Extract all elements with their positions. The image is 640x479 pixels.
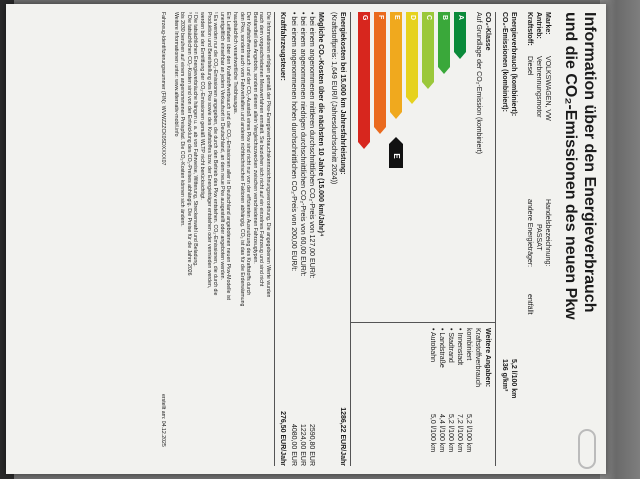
footnote-line: den Pkw, sondern auch vom Fahrverhalten und anderen nichttechnischen Faktoren abhängig. CO₂ ist das für die Erderwärmung (238, 12, 245, 307)
vehicle-label-tradename: Handelsbezeichnung: (544, 199, 551, 267)
energy-cost-label: Energiekosten bei 15.000 km Jahresfahrleistung: (339, 12, 346, 175)
co2-class-bar-b: B (438, 12, 450, 67)
co2-class-bar-d: D (406, 12, 418, 97)
paper-clip (578, 429, 596, 469)
more-row-value: 5,0 l/100 km (429, 414, 436, 453)
vehicle-label-fuel: Kraftstoff: (526, 12, 533, 46)
vin-number: Fahrzeug-Identifizierungsnummer (FIN): WVWZZZCK0SDXXXX07 (160, 12, 166, 166)
more-fuel-sub: kombiniert (465, 328, 472, 361)
co2-emission-label: CO₂-Emissionen (kombiniert): (501, 12, 508, 112)
co2-cost-row-value: 1224,00 EUR (299, 423, 306, 466)
footnote-line: Die Informationen erfolgen gemäß der Pkw-Energieverbrauchskennzeichnungsverordnung. Die angegebenen Werte wurden (265, 12, 271, 298)
vehicle-value-model: PASSAT (535, 224, 542, 251)
vehicle-label-other-energy: andere Energieträger: (526, 199, 533, 268)
more-row-label: • Stadtrand (447, 328, 454, 363)
vehicle-value-brand: VOLKSWAGEN, VW (544, 56, 551, 121)
footnote-line: ³ Die tatsächlichen CO₂-Kosten sind von der Entwicklung des CO₂-Preises abhängig. Die Preise für die Jahre 2026 (185, 12, 192, 276)
co2-class-subheading: Auf Grundlage der CO₂-Emission (kombiniert) (475, 12, 482, 154)
energy-cost-value: 1286,22 EUR/Jahr (339, 407, 346, 466)
co2-cost-row-label: • bei einem angenommenen mittleren durchschnittlichen CO₂-Preis von 127,00 EUR/t: (308, 12, 315, 279)
more-row-label: • Landstraße (438, 328, 445, 368)
more-row-label: • Innenstadt (456, 328, 463, 366)
vehicle-value-fuel: Diesel (526, 56, 533, 76)
vehicle-label-drive: Antrieb: (535, 12, 542, 39)
footnote-line: werden bei der Ermittlung der CO₂-Emissionen gemäß WLTP nicht berücksichtigt. (199, 12, 205, 200)
footnote-line: ¹ Es werden nur die CO₂-Emissionen angegeben, die durch den Betrieb des Pkw entstehen. CO₂-Emissionen, die durch die (212, 12, 219, 296)
footnote-line: unentgeltlich einsehbar an jedem Verkaufsort in Deutschland, an dem neue Pkw ausgestellt oder angeboten werden. (218, 12, 225, 280)
divider-top (495, 12, 496, 466)
co2-class-bar-g: G (358, 12, 370, 142)
more-row-value: 4,4 l/100 km (438, 414, 445, 453)
co2-class-bar-f: F (374, 12, 386, 127)
co2-cost-row-label: • bei einem angenommenen hohen durchschnittlichen CO₂-Preis von 200,00 EUR/t: (290, 12, 297, 272)
divider-bottom (274, 12, 275, 466)
divider-middle (350, 12, 351, 466)
label-content (6, 4, 606, 474)
more-heading: Weitere Angaben: (484, 328, 491, 388)
co2-class-current-marker: E (389, 144, 403, 168)
more-fuel-title: Kraftstoffverbrauch (474, 328, 481, 388)
title-line-1: Information über den Energieverbrauch (581, 12, 598, 313)
co2-cost-row-label: • bei einem angenommenen niedrigen durchschnittlichen CO₂-Preis von 60,00 EUR/t: (299, 12, 306, 277)
footnote-line: nach dem vorgeschriebenen Messverfahren ermittelt. Sie beziehen sich nicht auf ein einzelnes Fahrzeug und sind nicht (258, 12, 265, 287)
footnote-line: Ein Leitfaden über den Kraftstoffverbrauch und die CO₂-Emissionen aller in Deutschland angebotenen neuen Pkw-Modelle ist (225, 12, 232, 300)
vehicle-tax-value: 276,50 EUR/Jahr (279, 411, 286, 466)
vehicle-tax-label: Kraftfahrzeugsteuer: (279, 12, 286, 81)
divider-vertical (351, 322, 496, 323)
more-row-value: 7,2 l/100 km (456, 414, 463, 453)
footnote-line: bis 2030 beruhen auf einem angenommenen Preispfad. Die CO₂-Kosten können sich ändern. (179, 12, 186, 227)
footnote-line: ² Die tatsächlichen Energieverbräuche hängen u. a. ab von Fahrweise, Witterung, Streckenwahl und Beladung. (192, 12, 199, 267)
title-line-2: und die CO₂-Emissionen des neuen Pkw (562, 12, 579, 320)
co2-class-heading: CO₂-Klasse (484, 12, 491, 51)
energy-consumption-label: Energieverbrauch (kombiniert): (510, 12, 517, 117)
footnote-line: Bestandteil des Angebots, sondern dienen allein Vergleichszwecken zwischen verschiedenen Fahrzeugtypen. (251, 12, 258, 264)
footnote-line: hauptsächlich verantwortliche Treibhausgas. (232, 12, 238, 115)
co2-cost-row-value: 4080,00 EUR (290, 423, 297, 466)
energy-cost-sub: (Kraftstoffpreis: 1,649 EUR/l (Jahresdurchschnitt 2024)) (330, 12, 337, 185)
footnote-line: Produktion und Bereitstellung des Pkw sowie des Kraftstoffes bzw. der Energieträger entstehen oder vermieden werden, (205, 12, 212, 289)
co2-cost-row-value: 2590,80 EUR (308, 423, 315, 466)
footnote-line: Der Kraftstoffverbrauch und der CO₂-Ausstoß eines Pkw sind nicht nur von der effizienten Ausnutzung des Kraftstoffs durch (245, 12, 252, 296)
energy-consumption-value: 5,2 l/100 km (510, 359, 517, 399)
co2-class-bar-c: C (422, 12, 434, 82)
vehicle-value-drive: Verbrennungsmotor (535, 56, 542, 118)
more-combined-value: 5,2 l/100 km (465, 414, 472, 453)
co2-class-bar-a: A (454, 12, 466, 52)
vehicle-label-brand: Marke: (544, 12, 551, 35)
energy-label-sheet (6, 4, 606, 474)
background-right (600, 0, 640, 479)
footnote-line: Weitere Informationen unter: www.alternativ-mobil.info (172, 12, 179, 137)
co2-cost-heading: Mögliche CO₂-Kosten über die nächsten 10 Jahre (15.000 km/Jahr)⁴ (317, 12, 324, 237)
creation-date: erstellt am: 04.12.2025 (160, 394, 166, 447)
vehicle-value-other-energy: entfällt (526, 294, 533, 315)
more-row-label: • Autobahn (429, 328, 436, 362)
co2-class-bar-e: E (390, 12, 402, 112)
co2-emission-value: 136 g/km³ (501, 359, 508, 392)
more-row-value: 5,2 l/100 km (447, 414, 454, 453)
